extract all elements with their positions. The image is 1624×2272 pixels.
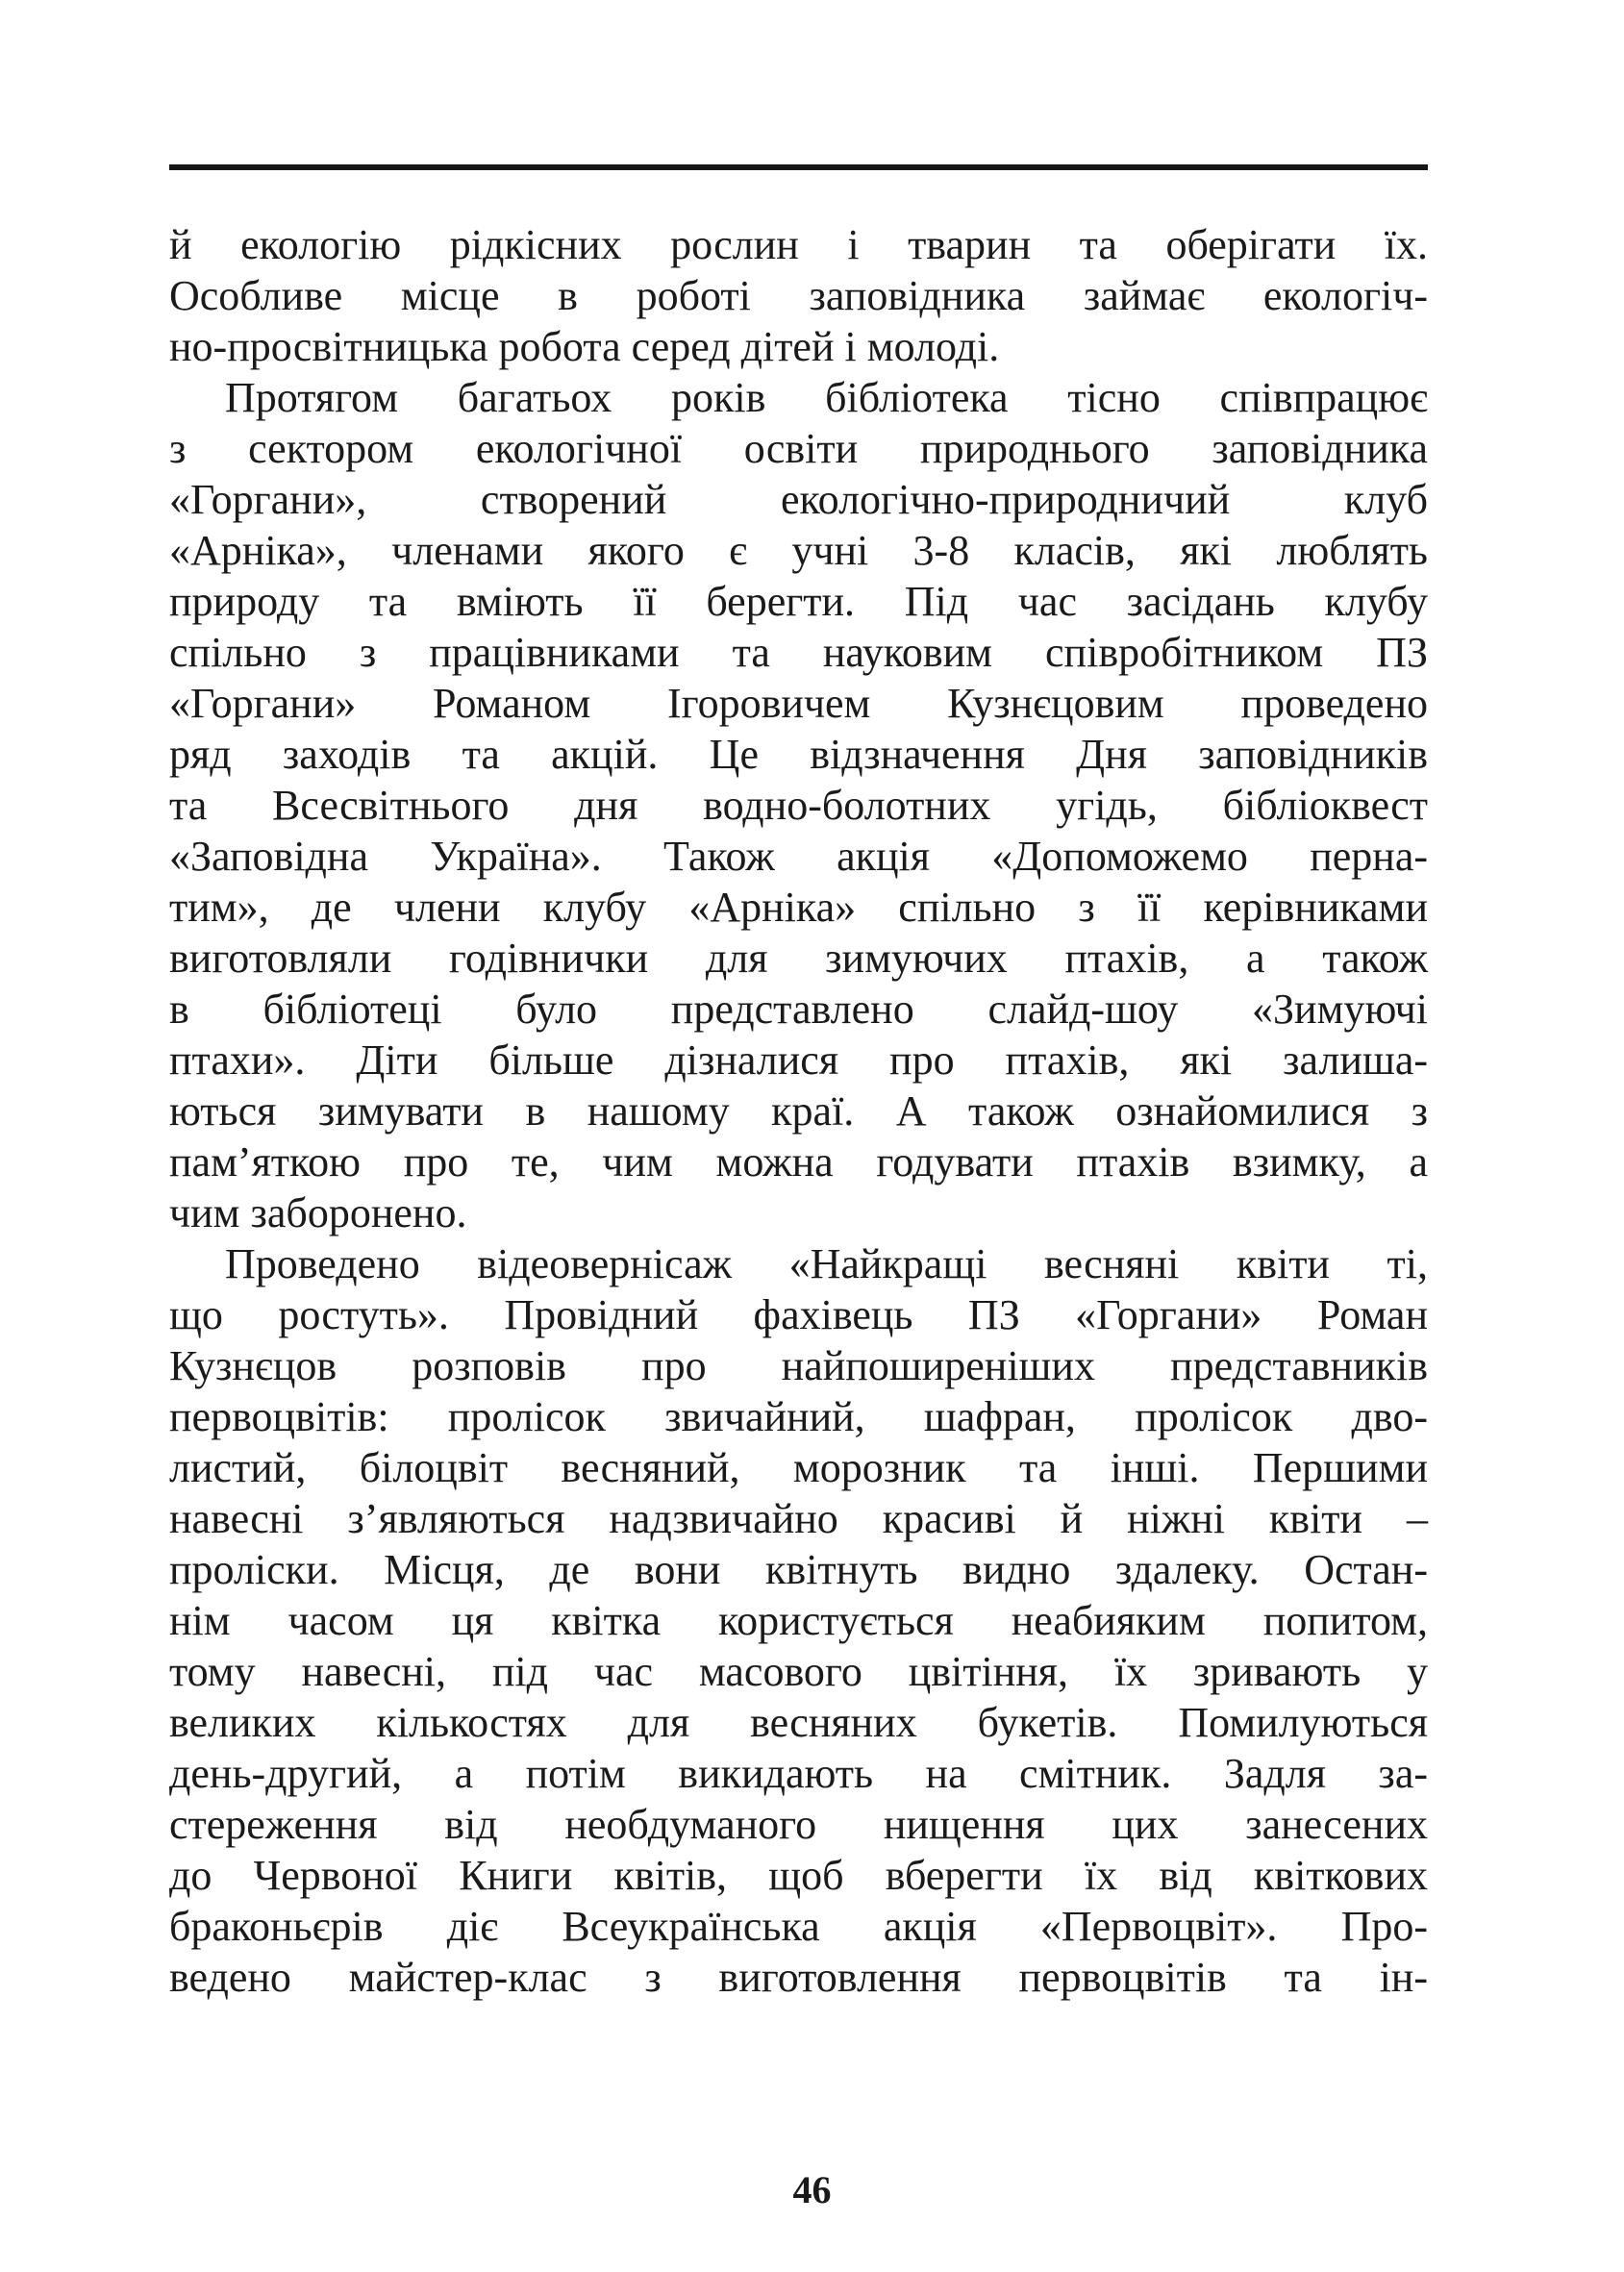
paragraph	[169, 372, 1428, 1238]
text-line: «Заповідна Україна». Також акція «Допоможемо перна-	[169, 833, 1428, 880]
paragraph	[169, 219, 1428, 372]
text-line: птахи». Діти більше дізналися про птахів, які залиша-	[169, 1036, 1428, 1084]
text-line: но-просвітницька робота серед дітей і молоді.	[169, 323, 1000, 370]
text-line: тим», де члени клубу «Арніка» спільно з її керівниками	[169, 884, 1428, 931]
text-line: чим заборонено.	[169, 1189, 467, 1236]
text-line: з сектором екологічної освіти природнього заповідника	[169, 425, 1428, 472]
text-line: та Всесвітнього дня водно-болотних угідь, бібліоквест	[169, 782, 1428, 829]
text-line: «Горгани», створений екологічно-природничий клуб	[169, 476, 1428, 523]
paragraph	[169, 1238, 1428, 2003]
text-line: спільно з працівниками та науковим співробітником ПЗ	[169, 629, 1428, 676]
text-line: листий, білоцвіт весняний, морозник та інші. Першими	[169, 1444, 1428, 1491]
text-line: проліски. Місця, де вони квітнуть видно здалеку. Остан-	[169, 1546, 1428, 1593]
text-line: великих кількостях для весняних букетів. Помилуються	[169, 1699, 1428, 1746]
text-line: навесні з’являються надзвичайно красиві й ніжні квіти –	[169, 1495, 1428, 1542]
text-line: ються зимувати в нашому краї. А також ознайомилися з	[169, 1087, 1428, 1135]
text-line: стереження від необдуманого нищення цих занесених	[169, 1801, 1428, 1848]
text-line: первоцвітів: пролісок звичайний, шафран, пролісок дво-	[169, 1393, 1428, 1440]
text-line: ведено майстер-клас з виготовлення первоцвітів та ін-	[169, 1954, 1428, 2001]
text-line: до Червоної Книги квітів, щоб вберегти їх від квіткових	[169, 1852, 1428, 1899]
text-line: браконьєрів діє Всеукраїнська акція «Первоцвіт». Про-	[169, 1903, 1428, 1950]
text-line: природу та вміють її берегти. Під час засідань клубу	[169, 578, 1428, 625]
page-number: 46	[792, 2168, 832, 2211]
text-line: виготовляли годівнички для зимуючих птахів, а також	[169, 935, 1428, 982]
text-line: «Арніка», членами якого є учні 3-8 класів, які люблять	[169, 527, 1428, 574]
text-line: «Горгани» Романом Ігоровичем Кузнєцовим проведено	[169, 680, 1428, 727]
header-rule	[169, 164, 1428, 170]
text-line: нім часом ця квітка користується неабияким попитом,	[169, 1597, 1428, 1644]
text-line: Протягом багатьох років бібліотека тісно співпрацює	[225, 374, 1428, 421]
text-line: що ростуть». Провідний фахівець ПЗ «Горгани» Роман	[169, 1291, 1428, 1338]
text-line: Проведено відеовернісаж «Найкращі весняні квіти ті,	[225, 1240, 1428, 1287]
text-line: й екологію рідкісних рослин і тварин та оберігати їх.	[169, 221, 1428, 268]
text-line: пам’яткою про те, чим можна годувати птахів взимку, а	[169, 1138, 1428, 1186]
text-line: день-другий, а потім викидають на смітник. Задля за-	[169, 1750, 1428, 1797]
body-text	[169, 219, 1428, 2003]
text-line: Кузнєцов розповів про найпоширеніших представників	[169, 1342, 1428, 1389]
text-line: Особливе місце в роботі заповідника займає екологіч-	[169, 272, 1428, 319]
text-line: в бібліотеці було представлено слайд-шоу «Зимуючі	[169, 986, 1428, 1033]
text-line: ряд заходів та акцій. Це відзначення Дня заповідників	[169, 731, 1428, 778]
text-line: тому навесні, під час масового цвітіння, їх зривають у	[169, 1648, 1428, 1695]
